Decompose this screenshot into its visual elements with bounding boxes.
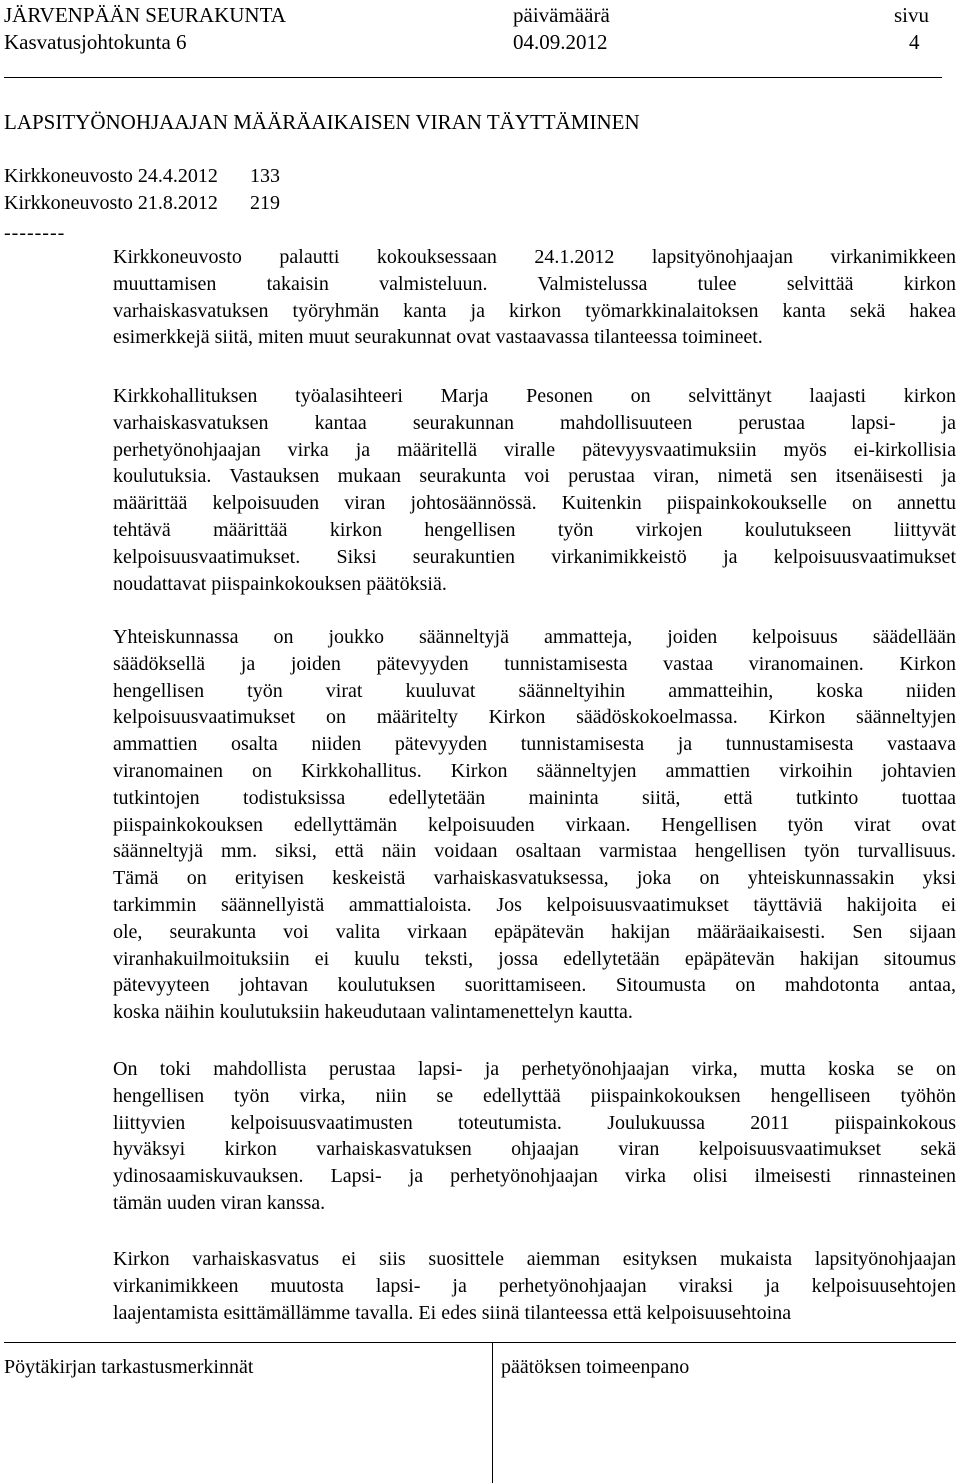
paragraph <box>113 1056 956 1217</box>
paragraph-line: ole, seurakunta voi valita virkaan epäpätevän hakijan määräaikaisesti. Sen sijaan <box>113 920 956 943</box>
header-page-value: 4 <box>909 30 920 54</box>
reference-text: Kirkkoneuvosto 24.4.2012 <box>4 165 218 187</box>
section-title: LAPSITYÖNOHJAAJAN MÄÄRÄAIKAISEN VIRAN TÄYTTÄMINEN <box>4 110 640 134</box>
paragraph <box>113 624 956 1026</box>
footer-execution-label: päätöksen toimeenpano <box>501 1356 690 1378</box>
footer-review-label: Pöytäkirjan tarkastusmerkinnät <box>4 1356 254 1378</box>
separator-dashes: -------- <box>4 222 66 244</box>
paragraph-line: säädöksellä ja joiden pätevyyden tunnistamisesta vastaa viranomainen. Kirkon <box>113 652 956 675</box>
paragraph-line: hengellisen työn virat kuuluvat säänneltyihin ammatteihin, koska niiden <box>113 679 956 702</box>
paragraph-line: kelpoisuusvaatimukset. Siksi seurakuntien virkanimikkeistö ja kelpoisuusvaatimukset <box>113 545 956 568</box>
paragraph-line: perhetyönohjaajan virka ja määritellä viralle pätevyysvaatimuksiin myös ei-kirkollisia <box>113 438 956 461</box>
paragraph-line: tutkintojen todistuksissa edellytetään mainintа siitä, että tutkinto tuottaa <box>113 786 956 809</box>
header-rule <box>4 77 942 78</box>
reference-text: Kirkkoneuvosto 21.8.2012 <box>4 192 218 214</box>
paragraph-line: varhaiskasvatuksen työryhmän kanta ja kirkon työmarkkinalaitoksen kanta sekä hakea <box>113 299 956 322</box>
paragraph <box>113 1246 956 1326</box>
paragraph-line: virkanimikkeen muutosta lapsi- ja perhetyönohjaajan viraksi ja kelpoisuusehtojen <box>113 1274 956 1297</box>
paragraph-line: pätevyyteen johtavan koulutuksen suorittamiseen. Sitoumusta on mahdotonta antaa, <box>113 974 956 997</box>
reference-line <box>4 164 280 188</box>
paragraph <box>113 383 956 597</box>
paragraph-line: tämän uuden viran kanssa. <box>113 1191 326 1214</box>
paragraph-line: piispainkokouksen edellyttämän kelpoisuuden virkaan. Hengellisen työn virat ovat <box>113 813 956 836</box>
paragraph-line: Kirkon varhaiskasvatus ei siis suosittele aiemman esityksen mukaista lapsityönohjaajan <box>113 1248 956 1270</box>
reference-number: 219 <box>250 192 280 214</box>
paragraph <box>113 244 956 351</box>
header-date-label: päivämäärä <box>513 3 610 27</box>
paragraph-line: viranhakuilmoituksiin ei kuulu teksti, jossa edellytetään epäpätevän hakijan sitoumus <box>113 947 956 970</box>
footer-divider <box>492 1343 493 1483</box>
paragraph-line: määrittää kelpoisuuden viran johtosäännössä. Kuitenkin piispainkokoukselle on annettu <box>113 492 956 515</box>
paragraph-line: koska näihin koulutuksiin hakeudutaan valintamenettelyn kautta. <box>113 1001 633 1024</box>
paragraph-line: koulutuksia. Vastauksen mukaan seurakunta voi perustaa viran, nimetä sen itsenäisesti ja <box>113 465 956 488</box>
paragraph-line: laajentamista esittämällämme tavalla. Ei edes siinä tilanteessa että kelpoisuusehtoina <box>113 1301 792 1324</box>
paragraph-line: tehtävä määrittää kirkon hengellisen työn virkojen koulutukseen liittyvät <box>113 518 956 541</box>
paragraph-line: Kirkkohallituksen työalasihteeri Marja Pesonen on selvittänyt laajasti kirkon <box>113 385 956 407</box>
paragraph-line: On toki mahdollista perustaa lapsi- ja perhetyönohjaajan virka, mutta koska se on <box>113 1058 956 1080</box>
paragraph-line: Tämä on erityisen keskeistä varhaiskasvatuksessa, joka on yhteiskunnassakin yksi <box>113 867 956 890</box>
header-unit: Kasvatusjohtokunta 6 <box>4 30 187 54</box>
paragraph-line: viranomainen on Kirkkohallitus. Kirkon säänneltyjen ammattien virkoihin johtavien <box>113 759 956 782</box>
reference-line <box>4 191 280 215</box>
header-date-value: 04.09.2012 <box>513 30 608 54</box>
paragraph-line: säänneltyjä mm. siksi, että näin voidaan osaltaan varmistaa hengellisen työn turvallisuus. <box>113 840 956 863</box>
paragraph-line: liittyvien kelpoisuusvaatimusten toteutumista. Joulukuussa 2011 piispainkokous <box>113 1111 956 1134</box>
reference-number: 133 <box>250 165 280 187</box>
footer-rule <box>4 1342 956 1343</box>
paragraph-line: esimerkkejä siitä, miten muut seurakunnat ovat vastaavassa tilanteessa toimineet. <box>113 326 763 349</box>
paragraph-line: ammattien osalta niiden pätevyyden tunnistamisesta ja tunnustamisesta vastaava <box>113 733 956 756</box>
paragraph-line: hengellisen työn virka, niin se edellyttää piispainkokouksen hengelliseen työhön <box>113 1084 956 1107</box>
paragraph-line: noudattavat piispainkokouksen päätöksiä. <box>113 572 447 595</box>
paragraph-line: kelpoisuusvaatimukset on määritelty Kirkon säädöskokoelmassa. Kirkon säänneltyjen <box>113 706 956 729</box>
paragraph-line: varhaiskasvatuksen kantaa seurakunnan mahdollisuuteen perustaa lapsi- ja <box>113 411 956 434</box>
header-page-label: sivu <box>894 3 930 27</box>
header-organization: JÄRVENPÄÄN SEURAKUNTA <box>4 3 286 27</box>
paragraph-line: muuttamisen takaisin valmisteluun. Valmistelussa tulee selvittää kirkon <box>113 272 956 295</box>
paragraph-line: Yhteiskunnassa on joukko säänneltyjä ammatteja, joiden kelpoisuus säädellään <box>113 626 956 648</box>
paragraph-line: ydinosaamiskuvauksen. Lapsi- ja perhetyönohjaajan virka olisi ilmeisesti rinnasteinen <box>113 1165 956 1188</box>
paragraph-line: hyväksyi kirkon varhaiskasvatuksen ohjaajan viran kelpoisuusvaatimukset sekä <box>113 1138 956 1161</box>
paragraph-line: tarkimmin säännellyistä ammattialoista. Jos kelpoisuusvaatimukset täyttäviä hakijoita ei <box>113 893 956 916</box>
paragraph-line: Kirkkoneuvosto palautti kokouksessaan 24.1.2012 lapsityönohjaajan virkanimikkeen <box>113 246 956 268</box>
